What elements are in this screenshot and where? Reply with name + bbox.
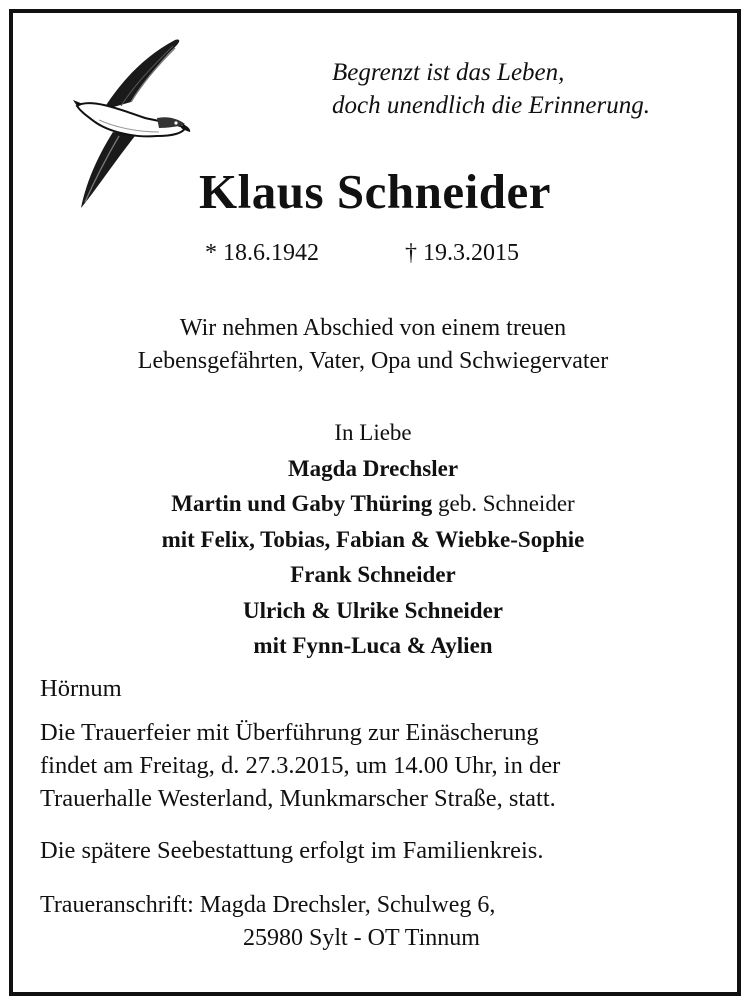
ceremony-line-2: findet am Freitag, d. 27.3.2015, um 14.00 Uhr, in der: [40, 752, 561, 779]
ceremony-line-3: Trauerhalle Westerland, Munkmarscher Straße, statt.: [40, 785, 556, 812]
birth-date: * 18.6.1942: [205, 240, 319, 266]
address-line-1: Traueranschrift: Magda Drechsler, Schulweg 6,: [40, 892, 496, 918]
mourner-line: Frank Schneider: [290, 562, 456, 587]
ceremony-line-1: Die Trauerfeier mit Überführung zur Einäscherung: [40, 719, 539, 746]
address-line-2: 25980 Sylt - OT Tinnum: [243, 925, 480, 951]
mourner-line: [20, 486, 726, 522]
ceremony-text: [40, 716, 560, 815]
quote-line-2: doch unendlich die Erinnerung.: [332, 92, 650, 119]
mourner-line: Ulrich & Ulrike Schneider: [243, 597, 503, 623]
memorial-quote: [332, 56, 732, 122]
mourners-intro: In Liebe: [334, 420, 412, 445]
farewell-line-1: Wir nehmen Abschied von einem treuen: [179, 315, 567, 341]
deceased-name: Klaus Schneider: [199, 164, 551, 219]
place-name: Hörnum: [40, 675, 122, 702]
mourner-name: Martin und Gaby Thüring: [171, 491, 433, 516]
farewell-line-2: Lebensgefährten, Vater, Opa und Schwiegervater: [137, 348, 609, 374]
mourner-line: mit Fynn-Luca & Aylien: [253, 633, 493, 658]
burial-text: Die spätere Seebestattung erfolgt im Familienkreis.: [40, 837, 544, 864]
quote-line-1: Begrenzt ist das Leben,: [332, 59, 565, 86]
death-date: † 19.3.2015: [405, 240, 519, 266]
mourner-maiden-name: geb. Schneider: [432, 491, 575, 516]
mourner-line: Magda Drechsler: [287, 455, 459, 481]
mourners-list: [20, 415, 726, 664]
mourner-line: mit Felix, Tobias, Fabian & Wiebke-Sophie: [161, 526, 585, 552]
farewell-text: [20, 312, 726, 378]
